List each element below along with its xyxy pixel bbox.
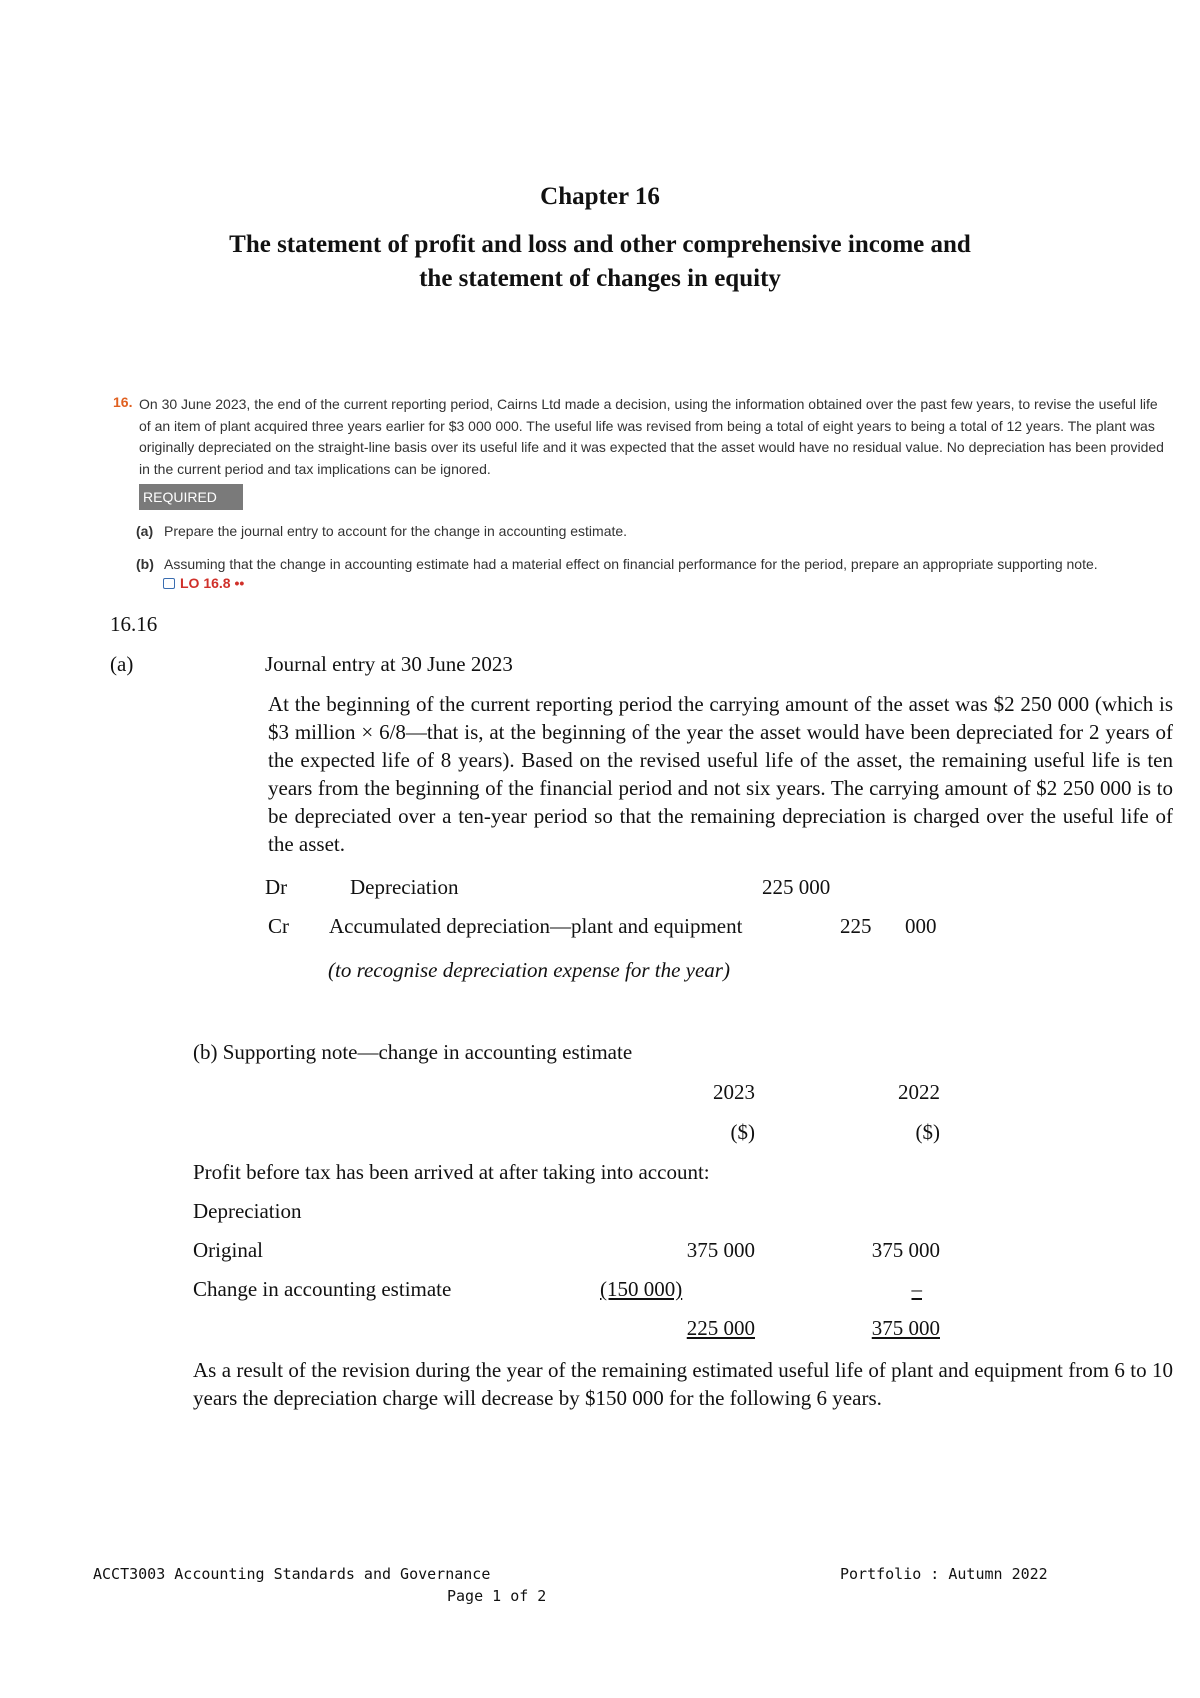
journal-cr-amount-part1: 225 xyxy=(840,914,872,938)
journal-dr-label: Dr xyxy=(265,875,288,899)
answer-reference: 16.16 xyxy=(110,612,158,636)
note-total-2022: 375 000 xyxy=(871,1316,940,1340)
note-change-label: Change in accounting estimate xyxy=(193,1277,452,1301)
answer-part-a-label: (a) xyxy=(110,652,134,676)
note-unit-2023: ($) xyxy=(730,1120,755,1144)
answer-conclusion: As a result of the revision during the year of the remaining estimated useful life of plant and equipment from 6 to 10 years the depreciation charge will decrease by $150 000 for the following 6 years. xyxy=(193,1358,1173,1410)
note-intro: Profit before tax has been arrived at after taking into account: xyxy=(193,1160,710,1184)
learning-objective-label: LO 16.8 •• xyxy=(180,575,245,591)
journal-dr-amount: 225 000 xyxy=(762,875,831,899)
note-original-2022: 375 000 xyxy=(871,1238,940,1262)
title-line-2: the statement of changes in equity xyxy=(419,265,781,292)
note-year-2022: 2022 xyxy=(898,1080,940,1104)
question-part-b-text: Assuming that the change in accounting estimate had a material effect on financial performance for the period, prepare an appropriate supporting note. xyxy=(164,556,1098,572)
note-depreciation-label: Depreciation xyxy=(193,1199,302,1223)
journal-cr-account: Accumulated depreciation—plant and equipment xyxy=(329,914,743,938)
note-original-label: Original xyxy=(193,1238,263,1262)
question-part-a-label: (a) xyxy=(136,523,154,539)
answer-explanation: At the beginning of the current reporting period the carrying amount of the asset was $2 250 000 (which is $3 million × 6/8—that is, at the beginning of the year the asset would have been depreciated for 2 years of the expected life of 8 years). Based on the revised useful life of the asset, the remaining useful life is ten years from the beginning of the financial period and not six years. The carrying amount of $2 250 000 is to be depreciated over a ten-year period so that the remaining depreciation is charged over the useful life of the asset. xyxy=(268,692,1173,856)
journal-cr-amount-part2: 000 xyxy=(905,914,937,938)
note-change-2022: – xyxy=(911,1277,922,1301)
footer-page-number: Page 1 of 2 xyxy=(447,1587,547,1605)
question-text: On 30 June 2023, the end of the current reporting period, Cairns Ltd made a decision, using the information obtained over the past few years, to revise the useful life of an item of plant acquired three years earlier for $3 000 000. The useful life was revised from being a total of eight years to being a total of 12 years. The plant was originally depreciated on the straight-line basis over its useful life and it was expected that the asset would have no residual value. No depreciation has been provided in the current period and tax implications can be ignored. xyxy=(139,396,1164,477)
note-total-2023: 225 000 xyxy=(686,1316,755,1340)
journal-dr-account: Depreciation xyxy=(350,875,459,899)
chapter-heading: Chapter 16 xyxy=(540,183,660,210)
journal-narration: (to recognise depreciation expense for the year) xyxy=(328,958,730,982)
question-part-a-text: Prepare the journal entry to account for the change in accounting estimate. xyxy=(164,523,628,539)
page-title xyxy=(0,228,1200,296)
journal-cr-label: Cr xyxy=(268,914,289,938)
external-link-icon xyxy=(163,578,175,589)
required-badge: REQUIRED xyxy=(139,484,243,510)
answer-part-a-heading: Journal entry at 30 June 2023 xyxy=(265,652,513,676)
note-change-2023: (150 000) xyxy=(600,1277,683,1301)
note-year-2023: 2023 xyxy=(713,1080,755,1104)
learning-objective-link[interactable] xyxy=(163,575,244,591)
note-original-2023: 375 000 xyxy=(686,1238,755,1262)
answer-part-b-heading: (b) Supporting note—change in accounting estimate xyxy=(193,1040,633,1064)
question-number: 16. xyxy=(113,394,133,410)
footer-course: ACCT3003 Accounting Standards and Governance xyxy=(93,1565,491,1583)
title-line-1: The statement of profit and loss and other comprehensive income and xyxy=(229,231,971,258)
note-unit-2022: ($) xyxy=(915,1120,940,1144)
footer-portfolio: Portfolio : Autumn 2022 xyxy=(840,1565,1048,1583)
question-part-b-label: (b) xyxy=(136,556,154,572)
